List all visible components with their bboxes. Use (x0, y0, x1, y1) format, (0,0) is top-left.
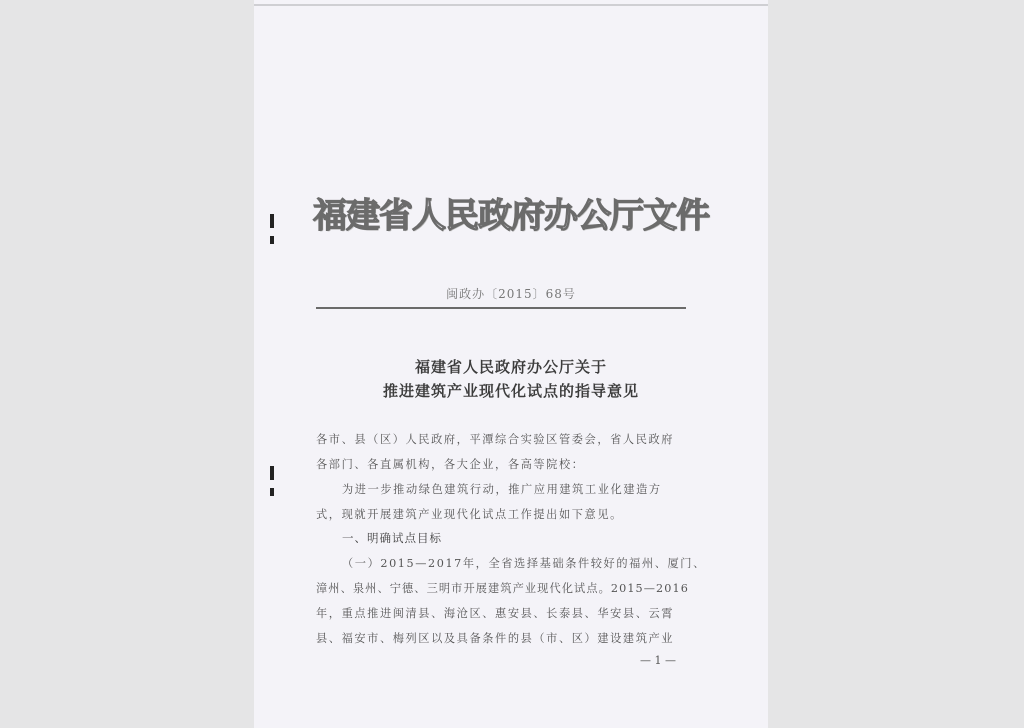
header-separator-line (316, 307, 686, 309)
binding-hole-mark (270, 488, 274, 496)
binding-hole-mark (270, 236, 274, 244)
page-number: — 1 — (640, 654, 676, 667)
document-header-title: 福建省人民政府办公厅文件 (313, 196, 709, 236)
section-heading-1: 一、明确试点目标 (342, 531, 442, 545)
paragraph-1-line-2: 漳州、泉州、宁德、三明市开展建筑产业现代化试点。2015—2016 (316, 582, 689, 595)
address-line-2: 各部门、各直属机构，各大企业，各高等院校： (316, 458, 585, 471)
document-number: 闽政办〔2015〕68号 (446, 287, 576, 301)
paragraph-1-line-4: 县、福安市、梅列区以及具备条件的县（市、区）建设建筑产业 (316, 632, 675, 645)
binding-hole-mark (270, 214, 274, 228)
paragraph-1-line-3: 年，重点推进闽清县、海沧区、惠安县、长泰县、华安县、云霄 (316, 607, 675, 620)
binding-hole-mark (270, 466, 274, 480)
subject-line-2: 推进建筑产业现代化试点的指导意见 (382, 382, 639, 400)
intro-line-1: 为进一步推动绿色建筑行动，推广应用建筑工业化建造方 (342, 483, 662, 496)
paragraph-1-line-1: （一）2015—2017年，全省选择基础条件较好的福州、厦门、 (342, 557, 706, 570)
document-page (254, 0, 768, 728)
intro-line-2: 式，现就开展建筑产业现代化试点工作提出如下意见。 (316, 508, 623, 521)
subject-line-1: 福建省人民政府办公厅关于 (414, 358, 607, 376)
page-top-edge (254, 4, 768, 6)
address-line-1: 各市、县（区）人民政府，平潭综合实验区管委会，省人民政府 (316, 433, 675, 446)
